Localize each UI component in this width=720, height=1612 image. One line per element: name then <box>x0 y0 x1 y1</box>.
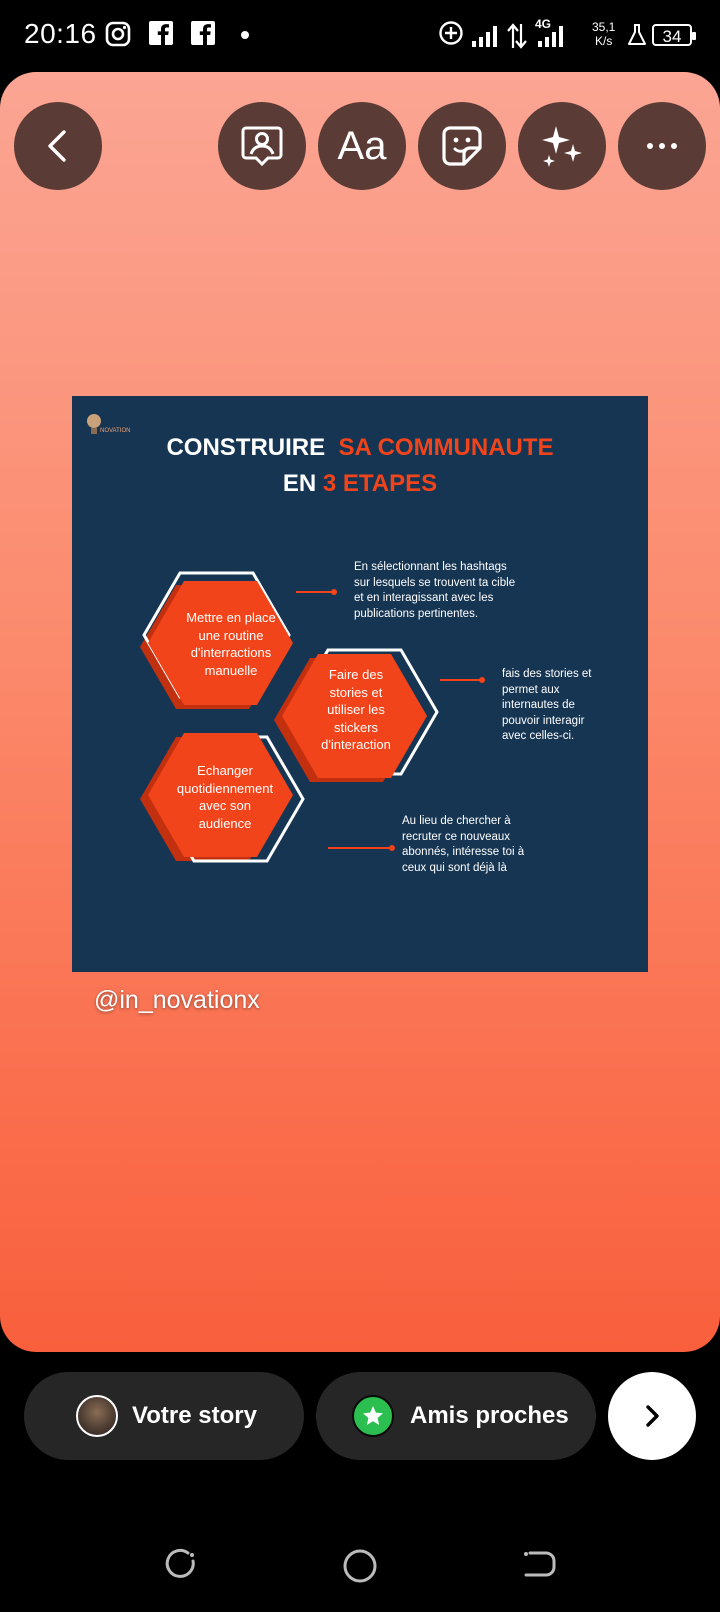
star-icon <box>361 1404 385 1428</box>
data-arrows-icon <box>506 22 528 50</box>
avatar <box>76 1395 118 1437</box>
status-time: 20:16 <box>24 18 97 49</box>
sparkles-effects-icon <box>538 122 586 170</box>
connector-2-dot <box>479 677 485 683</box>
network-type: 4G <box>535 17 552 31</box>
dot-icon <box>240 30 250 40</box>
logo-text: NOVATION <box>100 428 131 434</box>
facebook-icon <box>190 20 216 46</box>
net-speed-unit: K/s <box>595 34 613 48</box>
instagram-icon <box>104 20 132 48</box>
back-button[interactable] <box>14 102 102 190</box>
text-icon: Aa <box>337 123 387 168</box>
status-bar <box>0 0 720 72</box>
effects-button[interactable] <box>518 102 606 190</box>
your-story-label: Votre story <box>132 1402 257 1429</box>
signal-icon <box>470 24 500 48</box>
close-friends-button[interactable] <box>316 1372 596 1460</box>
net-speed-value: 35,1 <box>592 20 616 34</box>
back-nav-icon[interactable] <box>522 1548 556 1582</box>
step-3-label: Echanger quotidiennement avec son audience <box>176 763 274 831</box>
mention-icon <box>238 122 286 170</box>
chevron-right-icon <box>636 1400 668 1432</box>
data-saver-icon <box>438 20 464 46</box>
connector-1-dot <box>331 589 337 595</box>
step-1-note: En sélectionnant les hashtags sur lesquels se trouvent ta cible et en interagissant avec les publications pertinentes. <box>354 561 516 620</box>
flask-warning-icon <box>626 22 648 48</box>
back-chevron-icon <box>38 126 78 166</box>
text-tool-button[interactable] <box>318 102 406 190</box>
recent-apps-icon[interactable] <box>164 1548 198 1582</box>
close-friends-label: Amis proches <box>410 1402 569 1429</box>
more-dots-icon <box>642 140 682 152</box>
step-3-note: Au lieu de chercher à recruter ce nouveaux abonnés, intéresse toi à ceux qui sont déjà là <box>402 815 525 874</box>
signal-4g-icon <box>536 24 566 48</box>
share-next-button[interactable] <box>608 1372 696 1460</box>
step-2-label: Faire des stories et utiliser les stickers d'interaction <box>321 667 391 752</box>
mention-sticker[interactable]: @in_novationx <box>94 986 260 1014</box>
sticker-icon <box>438 122 486 170</box>
sticker-button[interactable] <box>418 102 506 190</box>
connector-3-dot <box>389 845 395 851</box>
net-speed <box>592 20 615 48</box>
shared-post-image[interactable] <box>72 396 648 972</box>
story-canvas[interactable] <box>0 72 720 1352</box>
infographic-title-line2: EN 3 ETAPES <box>282 470 438 497</box>
step-1-label: Mettre en place une routine d'interractions manuelle <box>186 610 276 678</box>
battery-icon <box>652 24 692 46</box>
more-button[interactable] <box>618 102 706 190</box>
facebook-icon <box>148 20 174 46</box>
step-2-note: fais des stories et permet aux internautes de pouvoir interagir avec celles-ci. <box>502 668 592 742</box>
your-story-button[interactable] <box>24 1372 304 1460</box>
close-friends-badge <box>352 1395 394 1437</box>
battery-level: 34 <box>662 27 682 46</box>
system-nav-bar <box>0 1520 720 1612</box>
home-circle-icon[interactable] <box>342 1548 378 1584</box>
mention-button[interactable] <box>218 102 306 190</box>
infographic-title-line1: CONSTRUIRE SA COMMUNAUTE <box>166 434 554 461</box>
